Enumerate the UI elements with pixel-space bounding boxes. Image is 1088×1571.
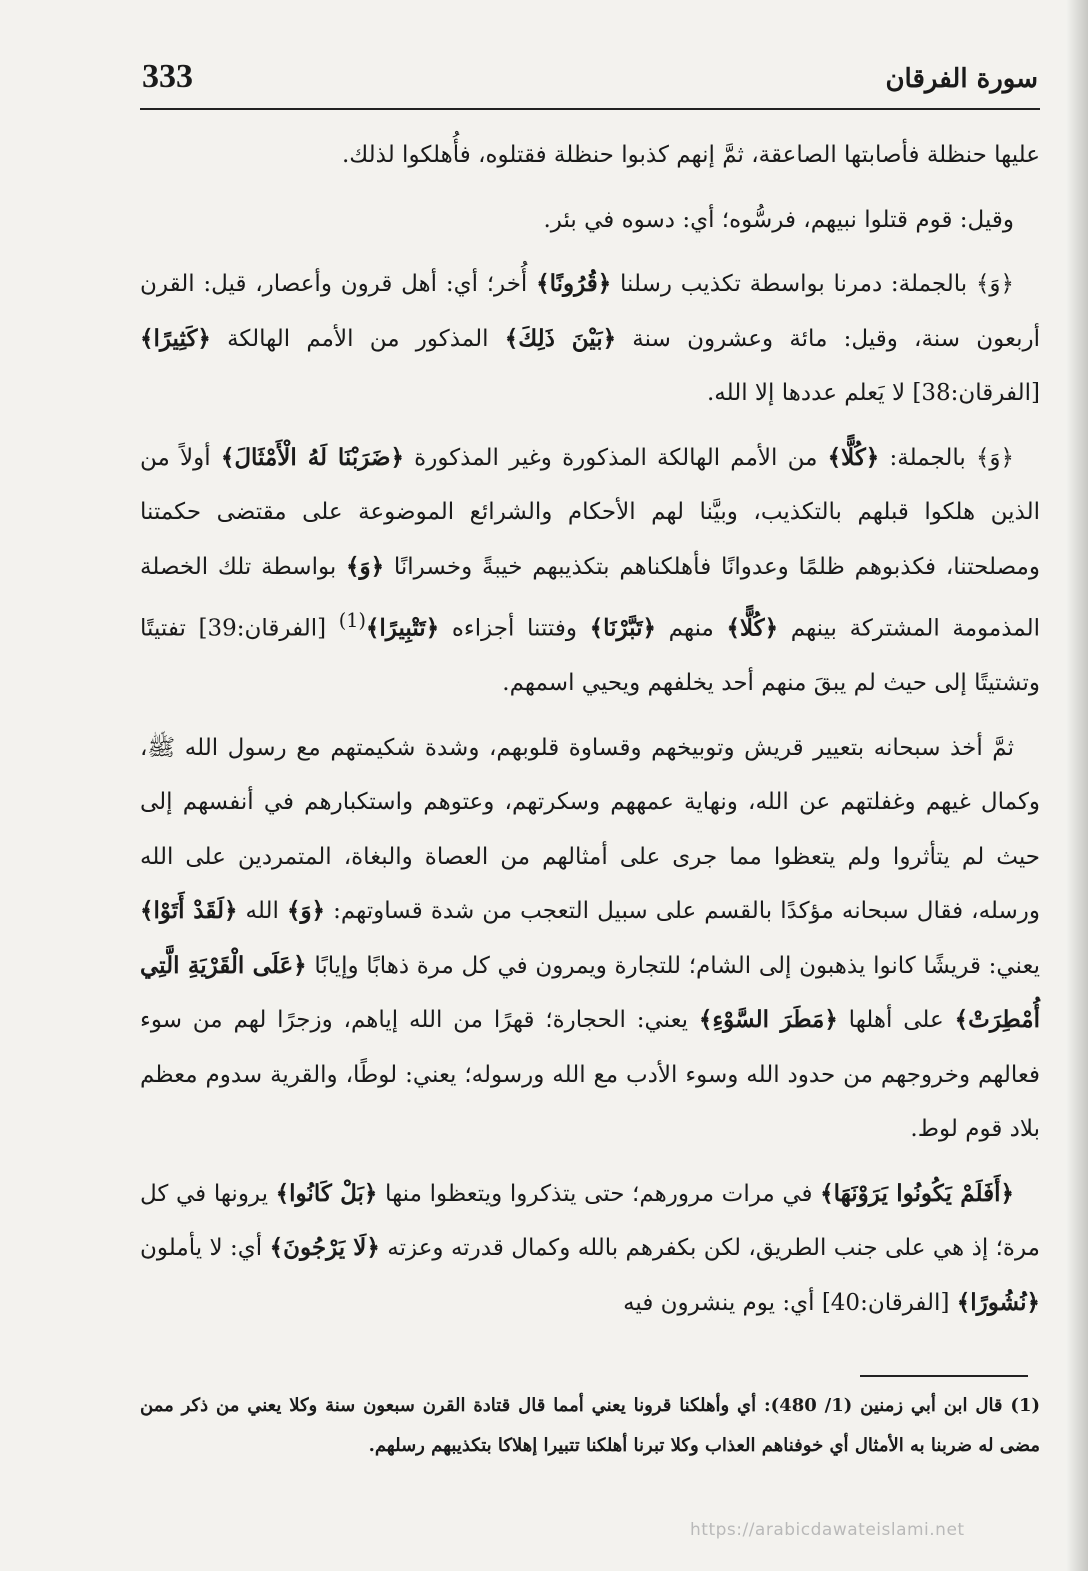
paragraph-2: وقيل: قوم قتلوا نبيهم، فرسُّوه؛ أي: دسوه في بئر. [543,206,1014,233]
page-edge-shadow [1066,0,1088,1571]
quran-quote: ﴿مَطَرَ السَّوْءِ﴾ [698,1006,838,1034]
quran-quote: ﴿كُلًّا﴾ [827,443,880,471]
text-run: ﴿وَ﴾ بالجملة: دمرنا بواسطة تكذيب رسلنا [611,271,1015,297]
text-run: أُخر؛ أي: أهل قرون وأعصار، قيل: القرن أربعون سنة، وقيل: مائة وعشرون سنة [140,271,1040,352]
paragraph-6 [140,1167,1040,1331]
text-run: بواسطة تلك الخصلة المذمومة المشتركة بينهم [140,553,1040,642]
paragraph-1: عليها حنظلة فأصابتها الصاعقة، ثمَّ إنهم كذبوا حنظلة فقتلوه، فأُهلكوا لذلك. [341,142,1040,168]
quran-quote: ﴿عَلَى الْقَرْيَةِ الَّتِي أُمْطِرَتْ﴾ [140,951,1040,1034]
watermark-url: https://arabicdawateislami.net [690,1520,965,1540]
paragraph-5 [140,721,1040,1157]
text-run: المذكور من الأمم الهالكة [210,325,505,352]
text-run: أي: لا يأملون [140,1235,270,1262]
body-text [140,128,1040,1340]
text-run: [الفرقان:39] تفتيتًا وتشتيتًا إلى حيث لم يبقَ منهم أحد يخلفهم ويحيي اسمهم. [140,615,1040,697]
quran-quote: ﴿تَتْبِيرًا﴾ [365,614,440,642]
text-run: في مرات مرورهم؛ حتى يتذكروا ويتعظوا منها [377,1180,821,1207]
quran-quote: ﴿قُرُونًا﴾ [536,270,612,297]
text-run: أولاً من الذين هلكوا قبلهم بالتكذيب، وبيَّنا لهم الأحكام والشرائع الموضوعة على مقتضى حكمتنا ومصلحتنا، فكذبوهم ظلمًا وعدوانًا فأهلكناهم بتكذيبهم خيبةً وخسرانًا [140,444,1040,580]
footnote-marker: (1) [338,609,366,632]
page-header [140,58,1040,110]
quran-quote: ﴿نُشُورًا﴾ [956,1288,1040,1316]
text-run: [الفرقان:38] لا يَعلم عددها إلا الله. [706,380,1040,406]
text-run: وفتتنا أجزاءه [439,615,590,642]
text-run: يرونها في كل مرة؛ إذ هي على جنب الطريق، لكن بكفرهم بالله وكمال قدرته وعزته [140,1180,1040,1262]
quran-quote: ﴿كُلًّا﴾ [726,614,779,642]
footnote-separator [860,1375,1028,1377]
text-run: يعني: الحجارة؛ قهرًا من الله إياهم، وزجرًا لهم من سوء فعالهم وخروجهم من حدود الله وسوء الأدب مع الله ورسوله؛ يعني: لوطًا، والقرية سدوم معظم بلاد قوم لوط. [140,1007,1040,1143]
paragraph-4 [140,431,1040,711]
text-run: يعني: قريشًا كانوا يذهبون إلى الشام؛ للتجارة ويمرون في كل مرة ذهابًا وإيابًا [306,952,1040,979]
quran-quote: ﴿لَا يَرْجُونَ﴾ [269,1234,380,1262]
quran-quote: ﴿لَقَدْ أَتَوْا﴾ [140,897,238,925]
text-run: ثمَّ أخذ سبحانه بتعيير قريش وتوبيخهم وقساوة قلوبهم، وشدة شكيمتهم مع رسول الله ﷺ، وكمال غيهم وغفلتهم عن الله، ونهاية عمههم وسكرتهم، وعتوهم واستكبارهم في أنفسهم إلى حيث لم يتأثروا ولم يتعظوا مما جرى على أمثالهم من العصاة والبغاة، المتمردين على الله ورسله، فقال سبحانه مؤكدًا بالقسم على سبيل التعجب من شدة قساوتهم: [140,734,1040,925]
text-run: ﴿وَ﴾ بالجملة: [879,444,1015,471]
text-run: من الأمم الهالكة المذكورة وغير المذكورة [403,444,828,471]
quran-quote: ﴿بَلْ كَانُوا﴾ [275,1179,378,1207]
quran-quote: ﴿كَثِيرًا﴾ [140,324,211,352]
page-number: 333 [142,58,193,95]
footnote-1: (1) قال ابن أبي زمنين (1/ 480): أي وأهلكنا قرونا يعني أمما قال قتادة القرن سبعون سنة وكلا يعني من ذكر ممن مضى له ضربنا به الأمثال أي خوفناهم العذاب وكلا تبرنا أهلكنا تتبيرا إهلاكا بتكذيبهم رسلهم. [140,1395,1040,1456]
quran-quote: ﴿تَبَّرْنَا﴾ [589,614,657,642]
quran-quote: ﴿أَفَلَمْ يَكُونُوا يَرَوْنَهَا﴾ [820,1179,1014,1207]
footnotes [140,1386,1040,1466]
quran-quote: ﴿وَ﴾ [346,552,385,580]
paragraph-3 [140,257,1040,421]
text-run: على أهلها [837,1007,955,1034]
quran-quote: ﴿وَ﴾ [286,897,326,925]
text-run: [الفرقان:40] أي: يوم ينشرون فيه [623,1289,957,1316]
quran-quote: ﴿ضَرَبْنَا لَهُ الْأَمْثَالَ﴾ [220,443,404,471]
text-run: الله [237,898,287,925]
text-run: منهم [656,615,727,642]
running-title: سورة الفرقان [885,64,1038,94]
quran-quote: ﴿بَيْنَ ذَلِكَ﴾ [504,324,617,352]
